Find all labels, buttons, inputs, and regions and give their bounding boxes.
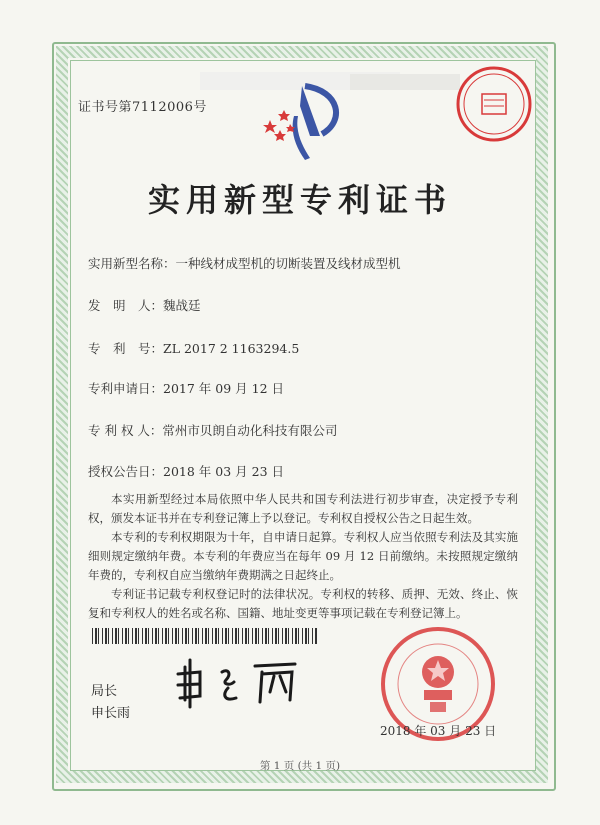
body-paragraph: 本专利的专利权期限为十年，自申请日起算。专利权人应当依照专利法及其实施细则规定缴纳年费。本专利的年费应当在每年 09 月 12 日前缴纳。未按照规定缴纳年费的，专利权自应当缴纳年费期满之日起终止。 bbox=[88, 530, 518, 582]
seal-date: 2018 年 03 月 23 日 bbox=[380, 724, 497, 738]
certificate-number: 证书号第7112006号 bbox=[78, 100, 207, 115]
signature-icon bbox=[170, 652, 310, 712]
certificate-body bbox=[88, 490, 518, 623]
field-inventor bbox=[88, 296, 201, 314]
field-label: 发 明 人： bbox=[88, 298, 164, 313]
field-value: 2017 年 09 月 12 日 bbox=[163, 381, 285, 396]
field-value: 2018 年 03 月 23 日 bbox=[163, 464, 285, 479]
field-label: 实用新型名称： bbox=[88, 256, 176, 271]
barcode bbox=[92, 628, 317, 644]
cnipa-emblem-icon bbox=[250, 76, 360, 166]
field-patentee bbox=[88, 421, 337, 439]
field-grant-date bbox=[88, 462, 284, 480]
field-value: ZL 2017 2 1163294.5 bbox=[163, 341, 300, 356]
agency-seal-icon bbox=[454, 64, 534, 144]
watermark-band-right bbox=[350, 74, 460, 90]
page-indicator: 第 1 页 (共 1 页) bbox=[259, 760, 341, 772]
field-utility-model-name bbox=[88, 254, 401, 272]
body-paragraph: 本实用新型经过本局依照中华人民共和国专利法进行初步审查，决定授予专利权，颁发本证书并在专利登记簿上予以登记。专利权自授权公告之日起生效。 bbox=[88, 492, 518, 525]
director-name: 申长雨 bbox=[91, 706, 131, 721]
director-title: 局长 bbox=[91, 684, 118, 699]
field-value: 常州市贝朗自动化科技有限公司 bbox=[162, 423, 338, 438]
field-patent-number bbox=[88, 339, 299, 357]
field-label: 专 利 号： bbox=[88, 341, 164, 356]
field-label: 专 利 权 人： bbox=[88, 423, 163, 438]
body-paragraph: 专利证书记载专利权登记时的法律状况。专利权的转移、质押、无效、终止、恢复和专利权人的姓名或名称、国籍、地址变更等事项记载在专利登记簿上。 bbox=[88, 587, 518, 620]
field-label: 授权公告日： bbox=[88, 464, 164, 479]
certificate-title: 实用新型专利证书 bbox=[147, 181, 452, 219]
field-filing-date bbox=[88, 379, 284, 397]
field-value: 魏战廷 bbox=[163, 298, 201, 313]
field-label: 专利申请日： bbox=[88, 381, 164, 396]
field-value: 一种线材成型机的切断装置及线材成型机 bbox=[175, 256, 401, 271]
